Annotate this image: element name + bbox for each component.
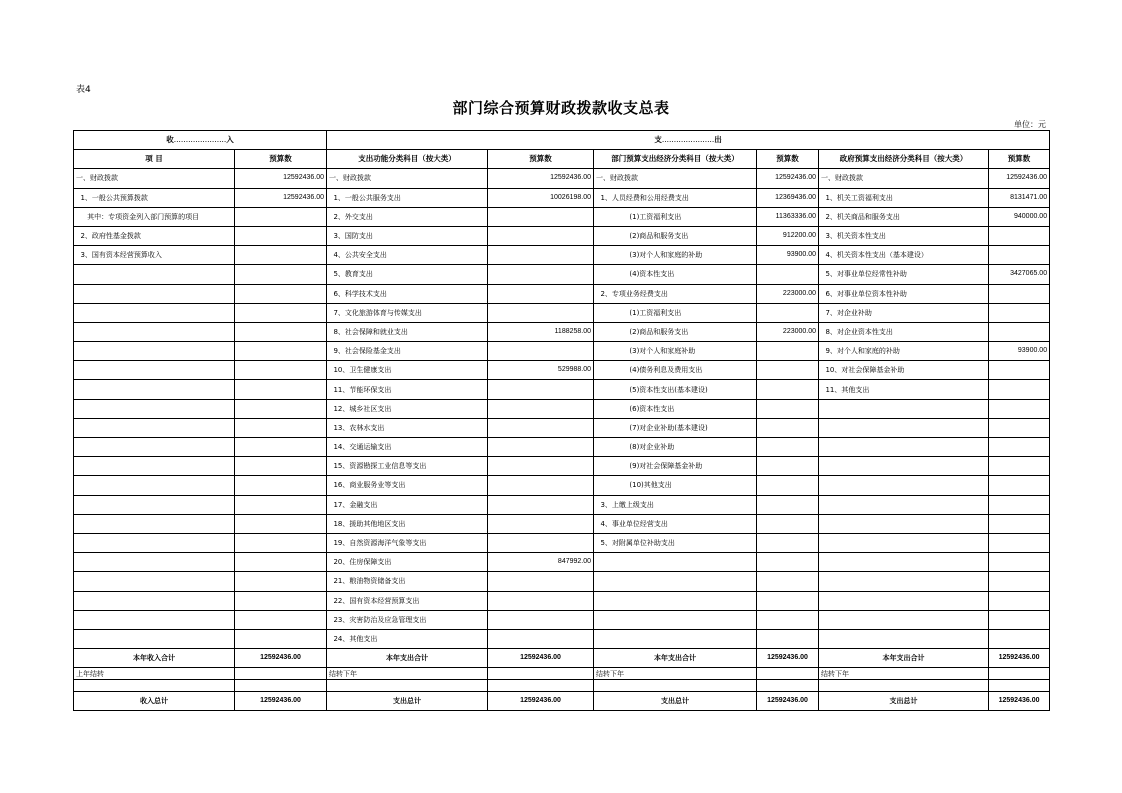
label-cell: 本年支出合计: [594, 649, 757, 668]
label-cell: 7、对企业补助: [819, 303, 989, 322]
amount-cell: [757, 680, 819, 692]
label-cell: 结转下年: [594, 668, 757, 680]
amount-cell: [235, 265, 327, 284]
label-cell: 2、专项业务经费支出: [594, 284, 757, 303]
label-cell: [594, 591, 757, 610]
label-cell: [594, 553, 757, 572]
amount-cell: 12592436.00: [235, 188, 327, 207]
amount-cell: [757, 265, 819, 284]
amount-cell: [235, 342, 327, 361]
label-cell: 15、资源勘探工业信息等支出: [327, 457, 488, 476]
amount-cell: [488, 514, 594, 533]
label-cell: [819, 553, 989, 572]
amount-cell: 912200.00: [757, 226, 819, 245]
amount-cell: [235, 680, 327, 692]
amount-cell: [235, 610, 327, 629]
label-cell: [819, 438, 989, 457]
amount-cell: [235, 303, 327, 322]
amount-cell: [235, 514, 327, 533]
table-row: [74, 476, 1050, 495]
amount-cell: [488, 610, 594, 629]
amount-cell: [235, 591, 327, 610]
label-cell: 1、一般公共服务支出: [327, 188, 488, 207]
carry-over-row: [74, 668, 1050, 680]
amount-cell: [488, 680, 594, 692]
label-cell: 4、机关资本性支出（基本建设）: [819, 246, 989, 265]
label-cell: [819, 418, 989, 437]
label-cell: (3)对个人和家庭补助: [594, 342, 757, 361]
amount-cell: [989, 495, 1050, 514]
amount-cell: [235, 457, 327, 476]
amount-cell: [989, 514, 1050, 533]
amount-cell: [757, 533, 819, 552]
amount-cell: [757, 438, 819, 457]
label-cell: [74, 610, 235, 629]
annual-total-row: [74, 649, 1050, 668]
amount-cell: 12592436.00: [488, 692, 594, 711]
income-group-header: [74, 131, 327, 150]
amount-cell: [757, 572, 819, 591]
label-cell: (4)债务利息及费用支出: [594, 361, 757, 380]
column-header: 预算数: [757, 150, 819, 169]
table-row: [74, 629, 1050, 648]
amount-cell: [488, 303, 594, 322]
label-cell: [74, 457, 235, 476]
label-cell: 2、政府性基金拨款: [74, 226, 235, 245]
amount-cell: [989, 418, 1050, 437]
label-cell: [74, 514, 235, 533]
expense-out-label: 出: [714, 135, 722, 145]
label-cell: 6、对事业单位资本性补助: [819, 284, 989, 303]
amount-cell: 3427065.00: [989, 265, 1050, 284]
label-cell: [74, 438, 235, 457]
unit-note: 单位：元: [1014, 120, 1046, 129]
label-cell: 4、事业单位经营支出: [594, 514, 757, 533]
amount-cell: [757, 668, 819, 680]
amount-cell: [235, 553, 327, 572]
label-cell: 一、财政拨款: [74, 169, 235, 188]
amount-cell: [235, 399, 327, 418]
label-cell: [74, 629, 235, 648]
amount-cell: 8131471.00: [989, 188, 1050, 207]
label-cell: 2、外交支出: [327, 207, 488, 226]
amount-cell: [989, 680, 1050, 692]
amount-cell: 12592436.00: [757, 649, 819, 668]
amount-cell: [235, 380, 327, 399]
amount-cell: [989, 438, 1050, 457]
label-cell: [819, 680, 989, 692]
table-row: [74, 207, 1050, 226]
amount-cell: [488, 495, 594, 514]
table-row: [74, 303, 1050, 322]
amount-cell: 12592436.00: [757, 692, 819, 711]
label-cell: 16、商业服务业等支出: [327, 476, 488, 495]
label-cell: 3、国防支出: [327, 226, 488, 245]
amount-cell: 12592436.00: [989, 169, 1050, 188]
label-cell: 18、援助其他地区支出: [327, 514, 488, 533]
amount-cell: 12592436.00: [488, 649, 594, 668]
label-cell: [74, 591, 235, 610]
table-row: [74, 265, 1050, 284]
amount-cell: 12592436.00: [757, 169, 819, 188]
label-cell: [74, 572, 235, 591]
label-cell: 5、教育支出: [327, 265, 488, 284]
label-cell: 17、金融支出: [327, 495, 488, 514]
amount-cell: [235, 284, 327, 303]
label-cell: [74, 380, 235, 399]
column-header: 预算数: [989, 150, 1050, 169]
label-cell: [819, 629, 989, 648]
amount-cell: [757, 380, 819, 399]
amount-cell: [757, 418, 819, 437]
amount-cell: [488, 668, 594, 680]
label-cell: 7、文化旅游体育与传媒支出: [327, 303, 488, 322]
label-cell: 支出总计: [327, 692, 488, 711]
label-cell: 结转下年: [819, 668, 989, 680]
table-group-header: [74, 131, 1050, 150]
table-row: [74, 399, 1050, 418]
amount-cell: [757, 553, 819, 572]
amount-cell: [989, 284, 1050, 303]
blank-row: [74, 680, 1050, 692]
label-cell: 9、对个人和家庭的补助: [819, 342, 989, 361]
amount-cell: [989, 476, 1050, 495]
amount-cell: [989, 457, 1050, 476]
table-row: [74, 591, 1050, 610]
amount-cell: [989, 668, 1050, 680]
table-row: [74, 380, 1050, 399]
amount-cell: [488, 629, 594, 648]
amount-cell: [235, 572, 327, 591]
amount-cell: [757, 342, 819, 361]
amount-cell: [757, 495, 819, 514]
amount-cell: 12369436.00: [757, 188, 819, 207]
table-row: [74, 361, 1050, 380]
label-cell: 收入总计: [74, 692, 235, 711]
label-cell: (3)对个人和家庭的补助: [594, 246, 757, 265]
table-row: [74, 342, 1050, 361]
table-row: [74, 553, 1050, 572]
amount-cell: [757, 629, 819, 648]
table-row: [74, 284, 1050, 303]
label-cell: 一、财政拨款: [594, 169, 757, 188]
expense-group-header: [327, 131, 1050, 150]
amount-cell: 10026198.00: [488, 188, 594, 207]
amount-cell: 223000.00: [757, 284, 819, 303]
label-cell: 支出总计: [819, 692, 989, 711]
label-cell: 19、自然资源海洋气象等支出: [327, 533, 488, 552]
label-cell: [819, 457, 989, 476]
label-cell: 12、城乡社区支出: [327, 399, 488, 418]
label-cell: 本年收入合计: [74, 649, 235, 668]
label-cell: 11、其他支出: [819, 380, 989, 399]
amount-cell: [488, 226, 594, 245]
table-row: [74, 514, 1050, 533]
amount-cell: 12592436.00: [235, 649, 327, 668]
table-row: [74, 322, 1050, 341]
label-cell: [819, 476, 989, 495]
table-row: [74, 495, 1050, 514]
label-cell: 4、公共安全支出: [327, 246, 488, 265]
income-label: 收: [166, 135, 174, 145]
label-cell: 6、科学技术支出: [327, 284, 488, 303]
amount-cell: [488, 438, 594, 457]
table-body: [74, 131, 1050, 711]
table-row: [74, 418, 1050, 437]
label-cell: [819, 514, 989, 533]
amount-cell: 1188258.00: [488, 322, 594, 341]
amount-cell: [235, 438, 327, 457]
label-cell: [819, 399, 989, 418]
amount-cell: 847992.00: [488, 553, 594, 572]
label-cell: 13、农林水支出: [327, 418, 488, 437]
label-cell: 10、卫生健康支出: [327, 361, 488, 380]
amount-cell: [989, 226, 1050, 245]
label-cell: (4)资本性支出: [594, 265, 757, 284]
label-cell: 8、社会保障和就业支出: [327, 322, 488, 341]
expense-dots: ......................: [661, 135, 715, 145]
amount-cell: [488, 265, 594, 284]
label-cell: (1)工资福利支出: [594, 303, 757, 322]
label-cell: [74, 476, 235, 495]
amount-cell: 12592436.00: [235, 169, 327, 188]
label-cell: [819, 572, 989, 591]
label-cell: [594, 629, 757, 648]
amount-cell: [989, 399, 1050, 418]
amount-cell: 12592436.00: [989, 649, 1050, 668]
table-row: [74, 188, 1050, 207]
amount-cell: [488, 399, 594, 418]
label-cell: 一、财政拨款: [327, 169, 488, 188]
table-label: 表4: [76, 85, 91, 95]
label-cell: 20、住房保障支出: [327, 553, 488, 572]
amount-cell: [235, 629, 327, 648]
amount-cell: 940000.00: [989, 207, 1050, 226]
label-cell: [594, 680, 757, 692]
label-cell: 支出总计: [594, 692, 757, 711]
label-cell: 24、其他支出: [327, 629, 488, 648]
label-cell: 3、上缴上级支出: [594, 495, 757, 514]
label-cell: 3、国有资本经营预算收入: [74, 246, 235, 265]
label-cell: (8)对企业补助: [594, 438, 757, 457]
label-cell: 3、机关资本性支出: [819, 226, 989, 245]
amount-cell: [235, 418, 327, 437]
amount-cell: [989, 591, 1050, 610]
amount-cell: [757, 514, 819, 533]
table-row: [74, 572, 1050, 591]
label-cell: 一、财政拨款: [819, 169, 989, 188]
amount-cell: [235, 226, 327, 245]
column-header-row: [74, 150, 1050, 169]
amount-cell: [757, 303, 819, 322]
amount-cell: [757, 591, 819, 610]
label-cell: 2、机关商品和服务支出: [819, 207, 989, 226]
label-cell: 5、对事业单位经常性补助: [819, 265, 989, 284]
amount-cell: 93900.00: [757, 246, 819, 265]
label-cell: [74, 399, 235, 418]
column-header: 项 目: [74, 150, 235, 169]
label-cell: 1、机关工资福利支出: [819, 188, 989, 207]
amount-cell: [757, 361, 819, 380]
label-cell: (1)工资福利支出: [594, 207, 757, 226]
amount-cell: [757, 476, 819, 495]
table-row: [74, 457, 1050, 476]
amount-cell: [235, 495, 327, 514]
amount-cell: 12592436.00: [989, 692, 1050, 711]
label-cell: 本年支出合计: [327, 649, 488, 668]
label-cell: (7)对企业补助(基本建设): [594, 418, 757, 437]
label-cell: (2)商品和服务支出: [594, 322, 757, 341]
amount-cell: [488, 207, 594, 226]
label-cell: (2)商品和服务支出: [594, 226, 757, 245]
label-cell: [819, 610, 989, 629]
label-cell: [74, 265, 235, 284]
label-cell: [74, 553, 235, 572]
amount-cell: [989, 629, 1050, 648]
column-header: 支出功能分类科目（按大类）: [327, 150, 488, 169]
label-cell: [819, 533, 989, 552]
amount-cell: [235, 246, 327, 265]
amount-cell: [235, 476, 327, 495]
amount-cell: [757, 399, 819, 418]
amount-cell: [989, 303, 1050, 322]
income-in-label: 入: [226, 135, 234, 145]
amount-cell: [488, 284, 594, 303]
amount-cell: [989, 553, 1050, 572]
label-cell: 11、节能环保支出: [327, 380, 488, 399]
amount-cell: [488, 533, 594, 552]
label-cell: 10、对社会保障基金补助: [819, 361, 989, 380]
label-cell: [74, 418, 235, 437]
label-cell: [819, 495, 989, 514]
label-cell: [327, 680, 488, 692]
label-cell: [594, 610, 757, 629]
amount-cell: [488, 457, 594, 476]
label-cell: [74, 361, 235, 380]
label-cell: [74, 342, 235, 361]
amount-cell: 93900.00: [989, 342, 1050, 361]
page-title: 部门综合预算财政拨款收支总表: [452, 99, 670, 117]
label-cell: [819, 591, 989, 610]
amount-cell: 11363336.00: [757, 207, 819, 226]
amount-cell: [989, 610, 1050, 629]
label-cell: 结转下年: [327, 668, 488, 680]
income-dots: ......................: [173, 135, 227, 145]
amount-cell: [235, 207, 327, 226]
amount-cell: [757, 457, 819, 476]
amount-cell: 12592436.00: [235, 692, 327, 711]
label-cell: [74, 680, 235, 692]
table-row: [74, 610, 1050, 629]
amount-cell: 223000.00: [757, 322, 819, 341]
amount-cell: [757, 610, 819, 629]
label-cell: [74, 495, 235, 514]
label-cell: 22、国有资本经营预算支出: [327, 591, 488, 610]
label-cell: [594, 572, 757, 591]
amount-cell: [235, 668, 327, 680]
label-cell: 其中：专项资金列入部门预算的项目: [74, 207, 235, 226]
amount-cell: [989, 533, 1050, 552]
column-header: 预算数: [235, 150, 327, 169]
amount-cell: [989, 361, 1050, 380]
expense-label: 支: [654, 135, 662, 145]
label-cell: 8、对企业资本性支出: [819, 322, 989, 341]
column-header: 政府预算支出经济分类科目（按大类）: [819, 150, 989, 169]
label-cell: (6)资本性支出: [594, 399, 757, 418]
amount-cell: [488, 476, 594, 495]
label-cell: [74, 284, 235, 303]
amount-cell: [989, 380, 1050, 399]
amount-cell: [989, 572, 1050, 591]
amount-cell: [235, 322, 327, 341]
label-cell: 14、交通运输支出: [327, 438, 488, 457]
label-cell: [74, 322, 235, 341]
amount-cell: [235, 533, 327, 552]
amount-cell: [989, 246, 1050, 265]
label-cell: 23、灾害防治及应急管理支出: [327, 610, 488, 629]
amount-cell: 529988.00: [488, 361, 594, 380]
label-cell: 1、人员经费和公用经费支出: [594, 188, 757, 207]
budget-summary-table: [73, 130, 1050, 711]
label-cell: [74, 533, 235, 552]
amount-cell: [488, 380, 594, 399]
amount-cell: [488, 342, 594, 361]
amount-cell: [488, 246, 594, 265]
label-cell: [74, 303, 235, 322]
table-row: [74, 226, 1050, 245]
amount-cell: [488, 591, 594, 610]
label-cell: 本年支出合计: [819, 649, 989, 668]
table-row: [74, 246, 1050, 265]
grand-total-row: [74, 692, 1050, 711]
column-header: 部门预算支出经济分类科目（按大类）: [594, 150, 757, 169]
label-cell: (9)对社会保障基金补助: [594, 457, 757, 476]
amount-cell: [488, 572, 594, 591]
label-cell: 上年结转: [74, 668, 235, 680]
amount-cell: 12592436.00: [488, 169, 594, 188]
label-cell: 21、粮油物资储备支出: [327, 572, 488, 591]
label-cell: (10)其他支出: [594, 476, 757, 495]
label-cell: 5、对附属单位补助支出: [594, 533, 757, 552]
table-row: [74, 438, 1050, 457]
table-row: [74, 533, 1050, 552]
column-header: 预算数: [488, 150, 594, 169]
amount-cell: [989, 322, 1050, 341]
label-cell: 9、社会保险基金支出: [327, 342, 488, 361]
label-cell: (5)资本性支出(基本建设): [594, 380, 757, 399]
table-row: [74, 169, 1050, 188]
label-cell: 1、一般公共预算拨款: [74, 188, 235, 207]
amount-cell: [235, 361, 327, 380]
amount-cell: [488, 418, 594, 437]
